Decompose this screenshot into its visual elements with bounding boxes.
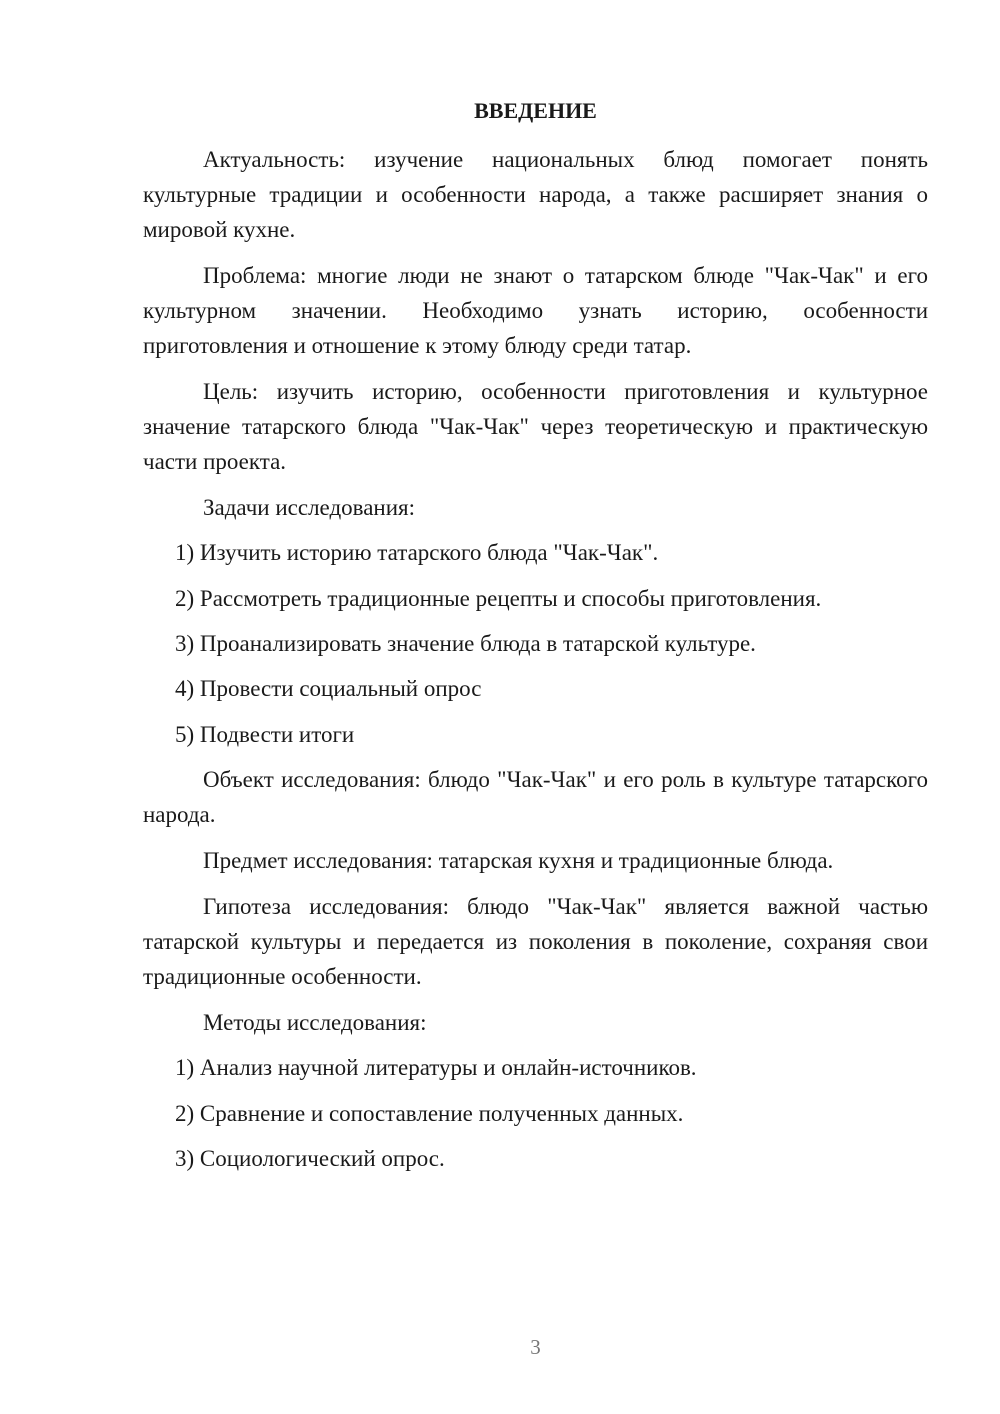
goal-paragraph: Цель: изучить историю, особенности приготовления и культурное значение татарского блюда "Чак-Чак" через теоретическую и практическую части проекта.: [143, 379, 928, 474]
page-number: 3: [530, 1335, 541, 1359]
method-item: 1) Анализ научной литературы и онлайн-источников.: [175, 1055, 697, 1080]
problem-paragraph: Проблема: многие люди не знают о татарском блюде "Чак-Чак" и его культурном значении. Необходимо узнать историю, особенности приготовления и отношение к этому блюду среди татар.: [143, 263, 928, 358]
method-item: 2) Сравнение и сопоставление полученных данных.: [175, 1101, 684, 1126]
subject-paragraph: Предмет исследования: татарская кухня и традиционные блюда.: [203, 848, 834, 873]
methods-heading: Методы исследования:: [203, 1010, 427, 1035]
section-title: ВВЕДЕНИЕ: [474, 98, 597, 123]
tasks-heading: Задачи исследования:: [203, 495, 416, 520]
relevance-paragraph: Актуальность: изучение национальных блюд помогает понять культурные традиции и особенности народа, а также расширяет знания о мировой кухне.: [143, 147, 928, 242]
task-item: 5) Подвести итоги: [175, 722, 355, 747]
document-page: [143, 0, 928, 1414]
task-item: 4) Провести социальный опрос: [175, 676, 482, 701]
task-item: 2) Рассмотреть традиционные рецепты и способы приготовления.: [175, 586, 822, 611]
object-paragraph: Объект исследования: блюдо "Чак-Чак" и его роль в культуре татарского народа.: [143, 767, 928, 827]
hypothesis-paragraph: Гипотеза исследования: блюдо "Чак-Чак" является важной частью татарской культуры и передается из поколения в поколение, сохраняя свои традиционные особенности.: [143, 894, 928, 989]
method-item: 3) Социологический опрос.: [175, 1146, 445, 1171]
task-item: 3) Проанализировать значение блюда в татарской культуре.: [175, 631, 756, 656]
task-item: 1) Изучить историю татарского блюда "Чак-Чак".: [175, 540, 659, 565]
